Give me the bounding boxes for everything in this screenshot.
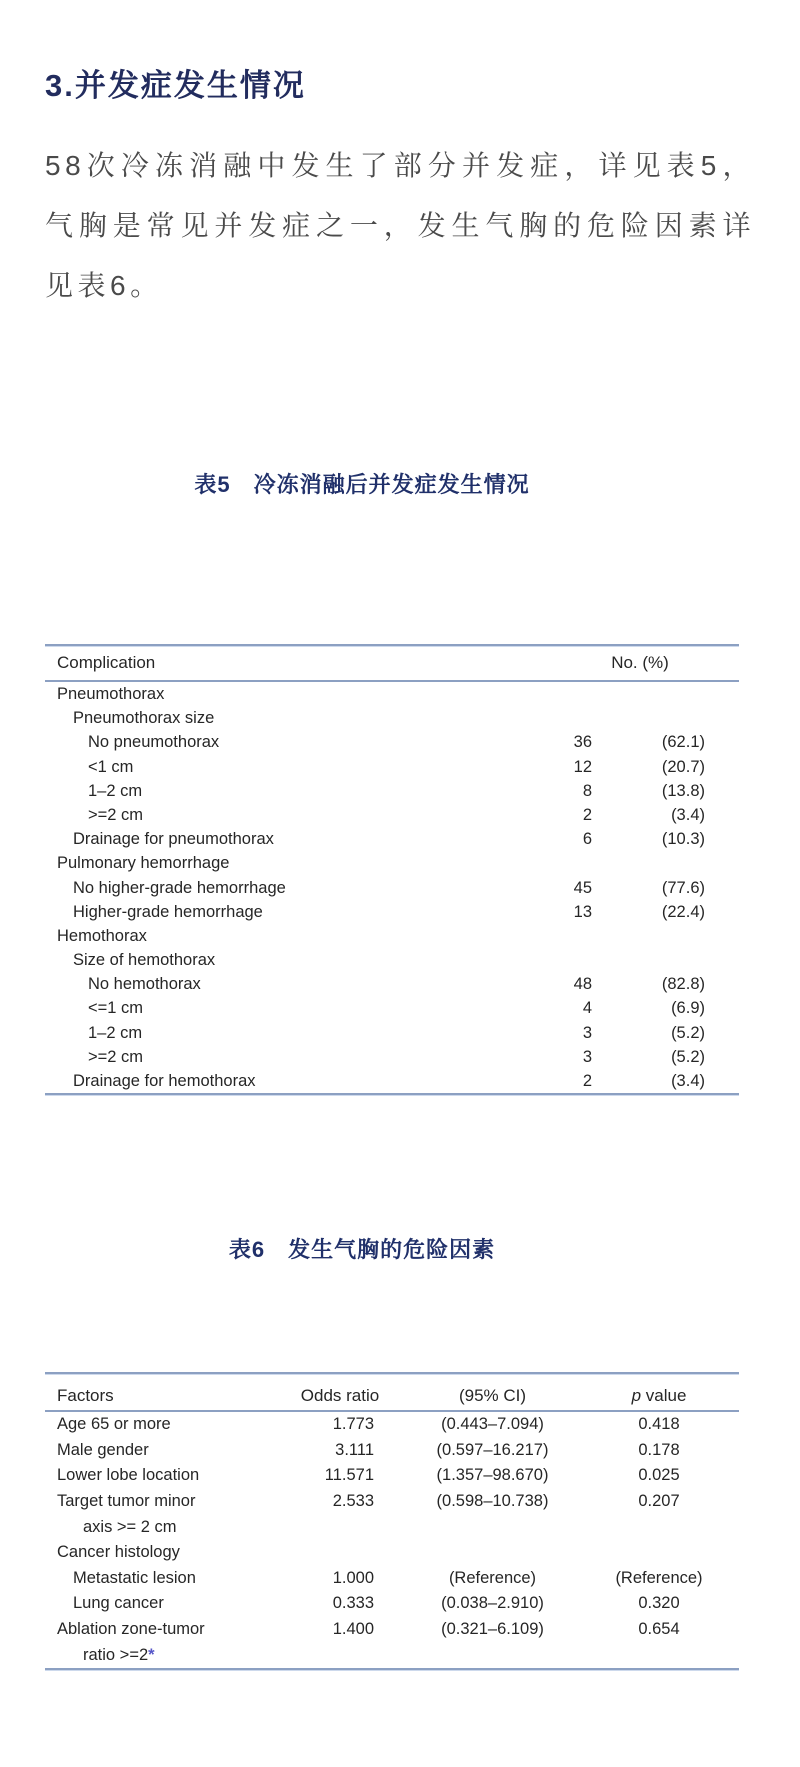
table5-row [45, 1045, 739, 1069]
table5-header-no-pct: No. (%) [611, 653, 669, 672]
odds-ratio-value: 1.000 [332, 1568, 374, 1587]
factor-label-line1: Target tumor minor [57, 1491, 196, 1510]
p-value: 0.654 [638, 1619, 680, 1638]
table5-header-row [45, 646, 739, 682]
complication-label: Drainage for pneumothorax [73, 830, 274, 849]
complication-label: 1–2 cm [88, 781, 143, 800]
table6-bottom-rule [45, 1668, 739, 1670]
factor-label [57, 1463, 280, 1489]
ci-value: (Reference) [448, 1568, 537, 1587]
complication-count: 3 [582, 1047, 592, 1066]
complication-percent: (22.4) [661, 902, 705, 921]
complication-count [532, 948, 592, 972]
table6-body [45, 1412, 739, 1668]
table5-row [45, 1069, 739, 1093]
factor-label-line1: Ablation zone-tumor [57, 1619, 205, 1638]
table5-row [45, 948, 739, 972]
complication-percent: (10.3) [661, 830, 705, 849]
p-value: 0.207 [638, 1491, 680, 1510]
p-value: 0.025 [638, 1466, 680, 1485]
factor-label-line1: Metastatic lesion [73, 1568, 196, 1587]
table6-header-ci: (95% CI) [458, 1386, 527, 1406]
complications-table [45, 644, 739, 1095]
complication-percent [592, 851, 705, 875]
p-value: 0.320 [638, 1594, 680, 1613]
table6-row [45, 1566, 739, 1592]
complication-count: 13 [573, 902, 592, 921]
table5-row [45, 924, 739, 948]
factor-label-line2: ratio >=2* [83, 1645, 155, 1664]
p-value: 0.418 [638, 1415, 680, 1434]
complication-label: No pneumothorax [88, 733, 220, 752]
table6-header-row [45, 1382, 739, 1412]
footnote-asterisk: * [148, 1645, 155, 1664]
factor-label-line1: Lower lobe location [57, 1466, 200, 1485]
table5-header-complication: Complication [57, 653, 156, 672]
complication-percent: (6.9) [671, 999, 705, 1018]
complication-count: 4 [582, 999, 592, 1018]
complication-percent [592, 924, 705, 948]
odds-ratio-value: 3.111 [335, 1440, 374, 1459]
table6-row [45, 1438, 739, 1464]
table5-row [45, 972, 739, 996]
table6-header-factors: Factors [57, 1386, 114, 1406]
factor-label [57, 1489, 280, 1540]
ci-value: (0.038–2.910) [441, 1594, 544, 1613]
table5-row [45, 682, 739, 706]
table5-row [45, 1021, 739, 1045]
complication-percent: (5.2) [671, 1047, 705, 1066]
table5-row [45, 827, 739, 851]
complication-count: 36 [573, 733, 592, 752]
complication-count: 45 [573, 878, 592, 897]
complication-percent: (20.7) [661, 757, 705, 776]
complication-count: 3 [582, 1023, 592, 1042]
factor-label-line1: Lung cancer [73, 1594, 164, 1613]
complication-label: Size of hemothorax [73, 951, 216, 970]
table5-row [45, 730, 739, 754]
complication-label: Pneumothorax size [73, 709, 215, 728]
table5-row [45, 779, 739, 803]
factor-label-line2: axis >= 2 cm [83, 1517, 177, 1536]
odds-ratio-value: 0.333 [332, 1594, 374, 1613]
table5-body [45, 682, 739, 1093]
complication-label: <=1 cm [88, 999, 144, 1018]
complication-label: No higher-grade hemorrhage [73, 878, 286, 897]
complication-count: 2 [582, 1072, 592, 1090]
factor-label [57, 1540, 280, 1566]
factor-label [57, 1617, 280, 1668]
table5-row [45, 706, 739, 730]
factor-label-line1: Male gender [57, 1440, 149, 1459]
table6-header-spacer [45, 1374, 739, 1382]
ci-value: (0.443–7.094) [441, 1415, 544, 1434]
p-value: (Reference) [615, 1568, 703, 1587]
factor-label-line1: Cancer histology [57, 1543, 180, 1562]
table6-row [45, 1412, 739, 1438]
factor-label [57, 1412, 280, 1438]
complication-count: 6 [582, 830, 592, 849]
complication-percent: (62.1) [661, 733, 705, 752]
table6-row [45, 1489, 739, 1540]
factor-label [57, 1566, 280, 1592]
table6-row [45, 1591, 739, 1617]
factor-label [57, 1591, 280, 1617]
table5-caption: 表5 冷冻消融后并发症发生情况 [194, 472, 530, 497]
complication-percent: (5.2) [671, 1023, 705, 1042]
risk-factors-table [45, 1372, 739, 1670]
table6-header-p-value: p value [631, 1386, 687, 1406]
table6-row [45, 1463, 739, 1489]
table6-row [45, 1617, 739, 1668]
complication-count: 48 [573, 975, 592, 994]
complication-label: Drainage for hemothorax [73, 1072, 256, 1090]
complication-count [532, 924, 592, 948]
complication-label: >=2 cm [88, 805, 144, 824]
factor-label-line1: Age 65 or more [57, 1415, 171, 1434]
ci-value: (0.598–10.738) [436, 1491, 549, 1510]
table5-row [45, 876, 739, 900]
complication-label: No hemothorax [88, 975, 201, 994]
table5-row [45, 803, 739, 827]
complication-percent [592, 706, 705, 730]
ci-value: (1.357–98.670) [436, 1466, 549, 1485]
p-value [585, 1540, 733, 1566]
table5-bottom-rule [45, 1093, 739, 1095]
complication-count: 12 [573, 757, 592, 776]
odds-ratio-value: 11.571 [324, 1466, 374, 1485]
table5-row [45, 755, 739, 779]
complication-label: Pneumothorax [57, 685, 165, 703]
complication-percent: (13.8) [661, 781, 705, 800]
table5-row [45, 900, 739, 924]
odds-ratio-value: 1.400 [332, 1619, 374, 1638]
complication-percent [592, 682, 705, 706]
complication-label: >=2 cm [88, 1047, 144, 1066]
odds-ratio-value: 1.773 [332, 1415, 374, 1434]
complication-percent [592, 948, 705, 972]
p-value: 0.178 [638, 1440, 680, 1459]
complication-count [532, 706, 592, 730]
complication-percent: (3.4) [671, 1072, 705, 1090]
table5-row [45, 851, 739, 875]
body-paragraph: 58次冷冻消融中发生了部分并发症，详见表5，气胸是常见并发症之一，发生气胸的危险因素详见表6。 [45, 150, 755, 301]
complication-percent: (77.6) [661, 878, 705, 897]
complication-count [532, 682, 592, 706]
section-heading: 3.并发症发生情况 [45, 68, 306, 103]
complication-count [532, 851, 592, 875]
odds-ratio-value: 2.533 [332, 1491, 374, 1510]
table6-row [45, 1540, 739, 1566]
odds-ratio-value [280, 1540, 400, 1566]
ci-value: (0.321–6.109) [441, 1619, 544, 1638]
factor-label [57, 1438, 280, 1464]
complication-percent: (82.8) [661, 975, 705, 994]
ci-value: (0.597–16.217) [436, 1440, 549, 1459]
complication-label: 1–2 cm [88, 1023, 143, 1042]
complication-label: <1 cm [88, 757, 134, 776]
table5-row [45, 996, 739, 1020]
complication-label: Hemothorax [57, 926, 147, 945]
complication-label: Pulmonary hemorrhage [57, 854, 230, 873]
complication-label: Higher-grade hemorrhage [73, 902, 263, 921]
complication-count: 2 [582, 805, 592, 824]
complication-count: 8 [582, 781, 592, 800]
table6-header-odds-ratio: Odds ratio [300, 1386, 380, 1406]
table6-caption: 表6 发生气胸的危险因素 [228, 1237, 496, 1263]
complication-percent: (3.4) [671, 805, 705, 824]
ci-value [400, 1540, 585, 1566]
